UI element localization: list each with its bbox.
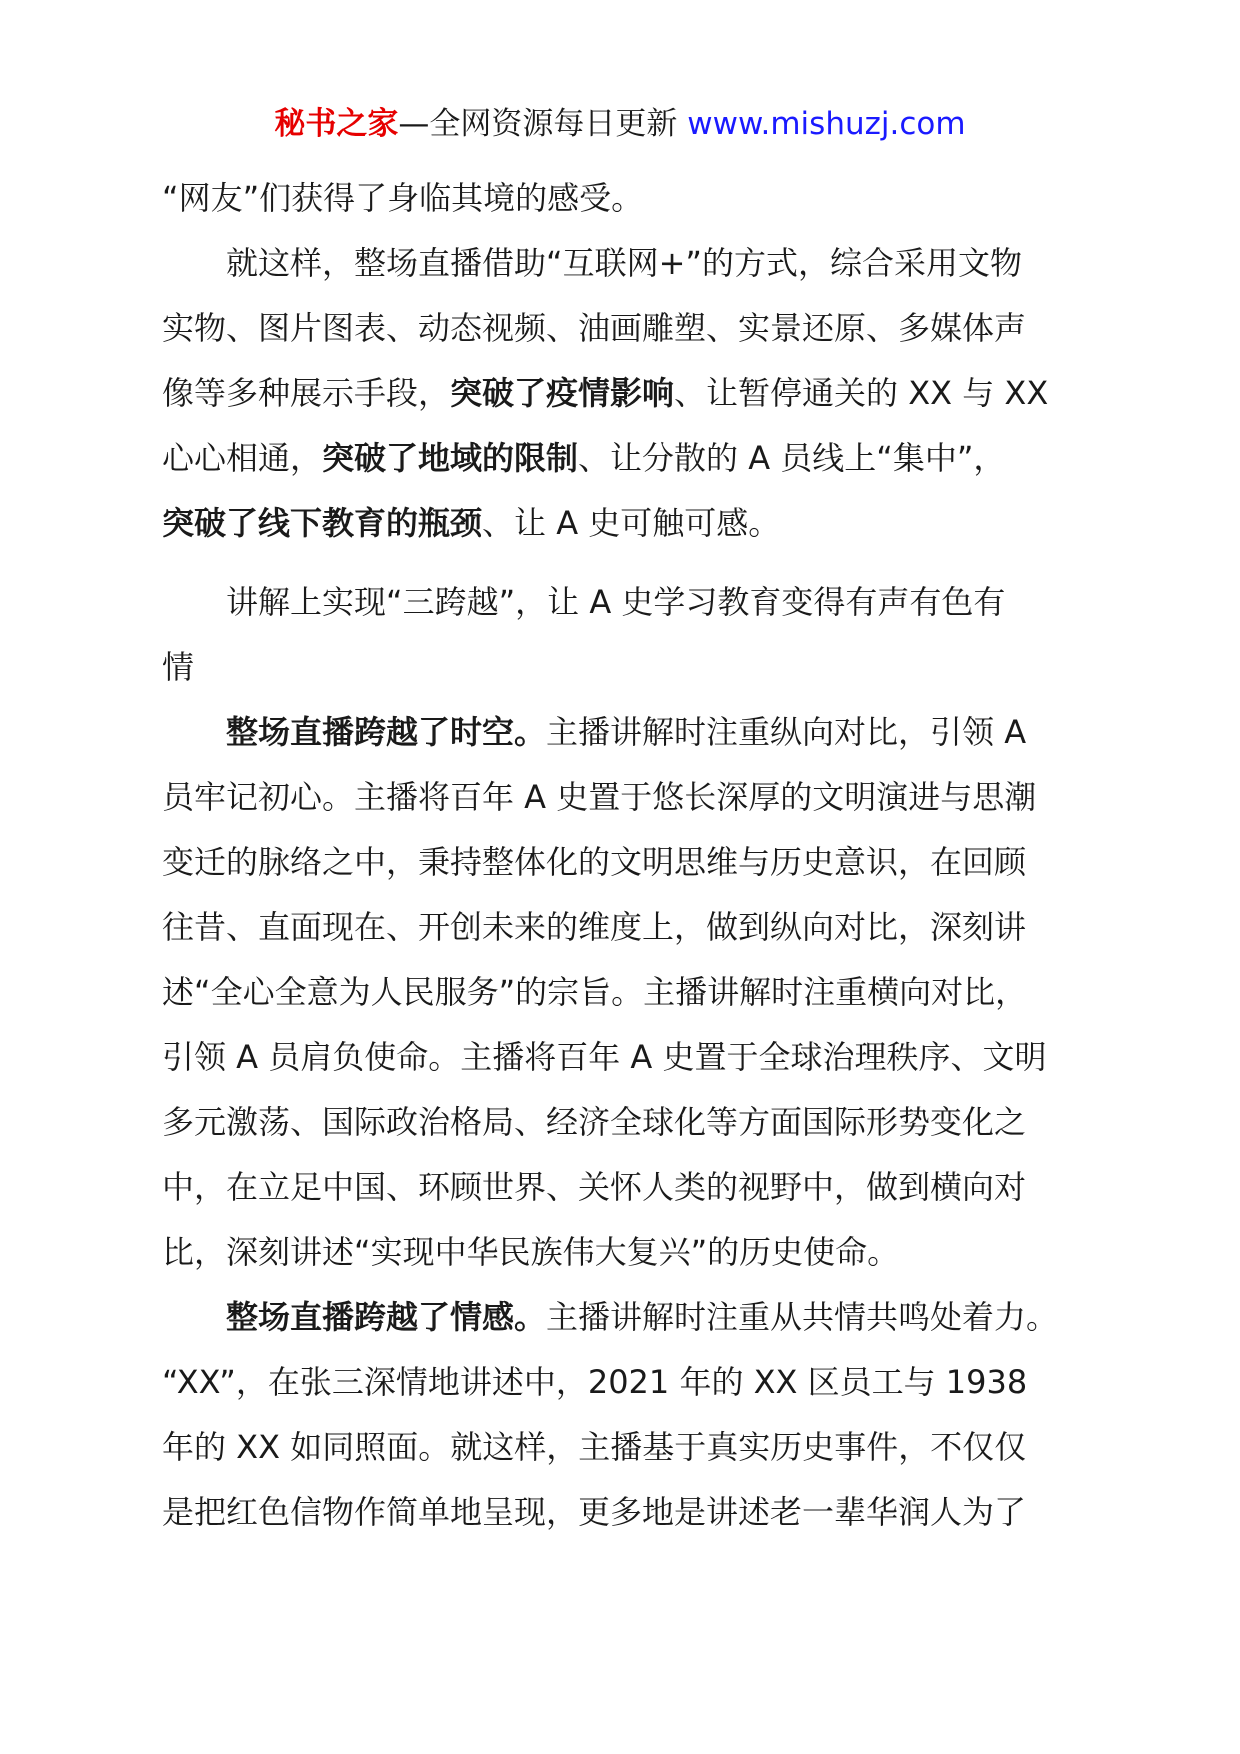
text-segment: 往昔、直面现在、开创未来的维度上，做到纵向对比，深刻讲: [162, 908, 1027, 946]
text-line: [162, 1350, 1086, 1415]
text-segment: 多元激荡、国际政治格局、经济全球化等方面国际形势变化之: [162, 1103, 1027, 1141]
text-segment: 引领 A 员肩负使命。主播将百年 A 史置于全球治理秩序、文明: [162, 1038, 1047, 1076]
text-segment: 就这样，整场直播借助“互联网+”的方式，综合采用文物: [226, 244, 1022, 282]
text-segment: 是把红色信物作简单地呈现，更多地是讲述老一辈华润人为了: [162, 1493, 1027, 1531]
site-name: 秘书之家: [274, 106, 399, 142]
text-line: [162, 231, 1086, 296]
text-line: [162, 296, 1086, 361]
text-segment: 年的 XX 如同照面。就这样，主播基于真实历史事件，不仅仅: [162, 1428, 1027, 1466]
text-line: [162, 765, 1086, 830]
text-line: [162, 960, 1086, 1025]
text-line: [162, 700, 1086, 765]
text-line: [162, 166, 1086, 231]
text-line: [162, 1415, 1086, 1480]
text-segment: 实物、图片图表、动态视频、油画雕塑、实景还原、多媒体声: [162, 309, 1027, 347]
bold-text-segment: 整场直播跨越了时空。: [226, 713, 547, 751]
text-segment: 主播讲解时注重纵向对比，引领 A: [546, 713, 1027, 751]
text-line: [162, 830, 1086, 895]
text-line: [162, 361, 1086, 426]
text-line: [162, 895, 1086, 960]
text-segment: 变迁的脉络之中，秉持整体化的文明思维与历史意识，在回顾: [162, 843, 1027, 881]
text-segment: 心心相通，: [162, 439, 323, 477]
bold-text-segment: 突破了线下教育的瓶颈: [162, 504, 483, 542]
text-line: [162, 1090, 1086, 1155]
text-line: [162, 1025, 1086, 1090]
text-segment: 讲解上实现“三跨越”，让 A 史学习教育变得有声有色有: [226, 583, 1006, 621]
text-segment: 中，在立足中国、环顾世界、关怀人类的视野中，做到横向对: [162, 1168, 1027, 1206]
paragraph-gap: [162, 556, 1086, 570]
bold-text-segment: 突破了地域的限制: [322, 439, 579, 477]
text-segment: 述“全心全意为人民服务”的宗旨。主播讲解时注重横向对比，: [162, 973, 1028, 1011]
bold-text-segment: 突破了疫情影响: [450, 374, 675, 412]
bold-text-segment: 整场直播跨越了情感。: [226, 1298, 547, 1336]
site-url[interactable]: www.mishuzj.com: [687, 106, 966, 142]
text-line: [162, 570, 1086, 635]
site-slogan: —全网资源每日更新: [398, 106, 678, 142]
text-segment: 员牢记初心。主播将百年 A 史置于悠长深厚的文明演进与思潮: [162, 778, 1037, 816]
text-line: [162, 491, 1086, 556]
text-line: [162, 1480, 1086, 1545]
text-segment: 比，深刻讲述“实现中华民族伟大复兴”的历史使命。: [162, 1233, 900, 1271]
site-header: [0, 102, 1240, 146]
text-segment: 、让分散的 A 员线上“集中”，: [578, 439, 1006, 477]
text-segment: “XX”，在张三深情地讲述中，2021 年的 XX 区员工与 1938: [162, 1363, 1028, 1401]
text-line: [162, 1220, 1086, 1285]
text-segment: “网友”们获得了身临其境的感受。: [162, 179, 644, 217]
text-segment: 情: [162, 648, 195, 686]
document-body: [162, 166, 1086, 1545]
text-segment: 、让 A 史可触可感。: [482, 504, 781, 542]
text-line: [162, 635, 1086, 700]
text-line: [162, 426, 1086, 491]
text-segment: 像等多种展示手段，: [162, 374, 451, 412]
text-segment: 主播讲解时注重从共情共鸣处着力。: [546, 1298, 1059, 1336]
text-line: [162, 1155, 1086, 1220]
text-line: [162, 1285, 1086, 1350]
text-segment: 、让暂停通关的 XX 与 XX: [674, 374, 1049, 412]
